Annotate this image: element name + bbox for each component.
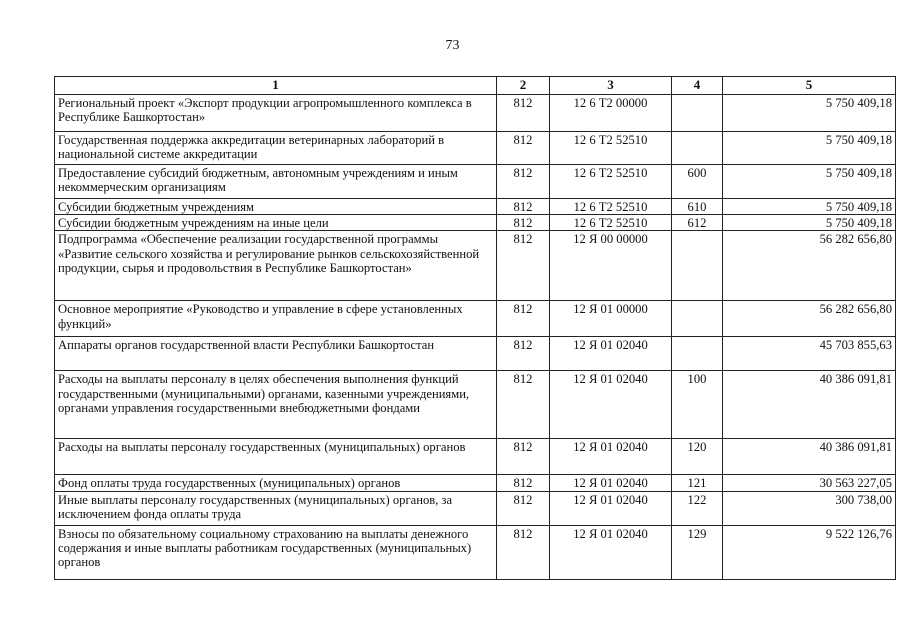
row-csr-cell: 12 6 Т2 52510 — [550, 215, 672, 231]
row-name-cell: Фонд оплаты труда государственных (муниципальных) органов — [55, 475, 497, 491]
row-ved-cell: 812 — [497, 439, 550, 475]
row-ved-cell: 812 — [497, 132, 550, 165]
row-sum-cell: 56 282 656,80 — [723, 301, 896, 337]
row-ved-cell: 812 — [497, 301, 550, 337]
row-csr-cell: 12 Я 01 02040 — [550, 525, 672, 579]
row-sum-cell: 5 750 409,18 — [723, 215, 896, 231]
table-row — [55, 231, 896, 301]
row-name-cell: Аппараты органов государственной власти Республики Башкортостан — [55, 337, 497, 371]
column-header-4: 4 — [672, 77, 723, 95]
row-ved-cell: 812 — [497, 215, 550, 231]
row-vr-cell: 122 — [672, 491, 723, 525]
table-row — [55, 165, 896, 199]
row-name-cell: Взносы по обязательному социальному страхованию на выплаты денежного содержания и иные выплаты работникам государственных (муниципальных) органов — [55, 525, 497, 579]
row-csr-cell: 12 Я 00 00000 — [550, 231, 672, 301]
table-row — [55, 337, 896, 371]
row-ved-cell: 812 — [497, 475, 550, 491]
table-row — [55, 215, 896, 231]
table-row — [55, 301, 896, 337]
table-row — [55, 475, 896, 491]
table-row — [55, 95, 896, 132]
row-name-cell: Субсидии бюджетным учреждениям — [55, 199, 497, 215]
table-row — [55, 491, 896, 525]
budget-table — [54, 76, 896, 580]
row-vr-cell — [672, 132, 723, 165]
table-row — [55, 132, 896, 165]
table-row — [55, 525, 896, 579]
row-csr-cell: 12 Я 01 02040 — [550, 337, 672, 371]
row-vr-cell: 612 — [672, 215, 723, 231]
row-csr-cell: 12 6 Т2 52510 — [550, 165, 672, 199]
row-name-cell: Предоставление субсидий бюджетным, автономным учреждениям и иным некоммерческим организациям — [55, 165, 497, 199]
row-ved-cell: 812 — [497, 371, 550, 439]
row-vr-cell: 610 — [672, 199, 723, 215]
row-name-cell: Расходы на выплаты персоналу государственных (муниципальных) органов — [55, 439, 497, 475]
row-csr-cell: 12 6 Т2 52510 — [550, 199, 672, 215]
row-sum-cell: 56 282 656,80 — [723, 231, 896, 301]
row-sum-cell: 5 750 409,18 — [723, 165, 896, 199]
row-name-cell: Региональный проект «Экспорт продукции агропромышленного комплекса в Республике Башкортостан» — [55, 95, 497, 132]
row-name-cell: Основное мероприятие «Руководство и управление в сфере установленных функций» — [55, 301, 497, 337]
row-vr-cell: 121 — [672, 475, 723, 491]
row-sum-cell: 45 703 855,63 — [723, 337, 896, 371]
row-sum-cell: 5 750 409,18 — [723, 132, 896, 165]
row-vr-cell: 120 — [672, 439, 723, 475]
row-vr-cell — [672, 95, 723, 132]
row-ved-cell: 812 — [497, 491, 550, 525]
row-ved-cell: 812 — [497, 165, 550, 199]
row-name-cell: Субсидии бюджетным учреждениям на иные цели — [55, 215, 497, 231]
row-csr-cell: 12 Я 01 02040 — [550, 439, 672, 475]
row-name-cell: Расходы на выплаты персоналу в целях обеспечения выполнения функций государственными (муниципальными) органами, казенными учреждениями, органами управления государственными внебюджетными фондами — [55, 371, 497, 439]
row-csr-cell: 12 6 Т2 00000 — [550, 95, 672, 132]
row-vr-cell: 100 — [672, 371, 723, 439]
row-sum-cell: 30 563 227,05 — [723, 475, 896, 491]
row-name-cell: Подпрограмма «Обеспечение реализации государственной программы «Развитие сельского хозяйства и регулирование рынков сельскохозяйственной продукции, сырья и продовольствия в Республике Башкортостан» — [55, 231, 497, 301]
row-name-cell: Иные выплаты персоналу государственных (муниципальных) органов, за исключением фонда оплаты труда — [55, 491, 497, 525]
row-ved-cell: 812 — [497, 231, 550, 301]
row-sum-cell: 5 750 409,18 — [723, 95, 896, 132]
row-sum-cell: 5 750 409,18 — [723, 199, 896, 215]
column-header-1: 1 — [55, 77, 497, 95]
table-row — [55, 439, 896, 475]
row-vr-cell — [672, 301, 723, 337]
page-number: 73 — [445, 38, 460, 53]
row-csr-cell: 12 Я 01 00000 — [550, 301, 672, 337]
row-vr-cell — [672, 337, 723, 371]
column-header-5: 5 — [723, 77, 896, 95]
table-row — [55, 199, 896, 215]
row-sum-cell: 300 738,00 — [723, 491, 896, 525]
row-csr-cell: 12 Я 01 02040 — [550, 475, 672, 491]
row-vr-cell: 600 — [672, 165, 723, 199]
row-vr-cell — [672, 231, 723, 301]
row-name-cell: Государственная поддержка аккредитации ветеринарных лабораторий в национальной системе аккредитации — [55, 132, 497, 165]
table-header-row — [55, 77, 896, 95]
row-sum-cell: 9 522 126,76 — [723, 525, 896, 579]
row-sum-cell: 40 386 091,81 — [723, 439, 896, 475]
row-ved-cell: 812 — [497, 525, 550, 579]
row-csr-cell: 12 Я 01 02040 — [550, 491, 672, 525]
row-csr-cell: 12 Я 01 02040 — [550, 371, 672, 439]
row-sum-cell: 40 386 091,81 — [723, 371, 896, 439]
row-ved-cell: 812 — [497, 199, 550, 215]
row-csr-cell: 12 6 Т2 52510 — [550, 132, 672, 165]
column-header-2: 2 — [497, 77, 550, 95]
row-ved-cell: 812 — [497, 95, 550, 132]
row-ved-cell: 812 — [497, 337, 550, 371]
table-row — [55, 371, 896, 439]
column-header-3: 3 — [550, 77, 672, 95]
row-vr-cell: 129 — [672, 525, 723, 579]
